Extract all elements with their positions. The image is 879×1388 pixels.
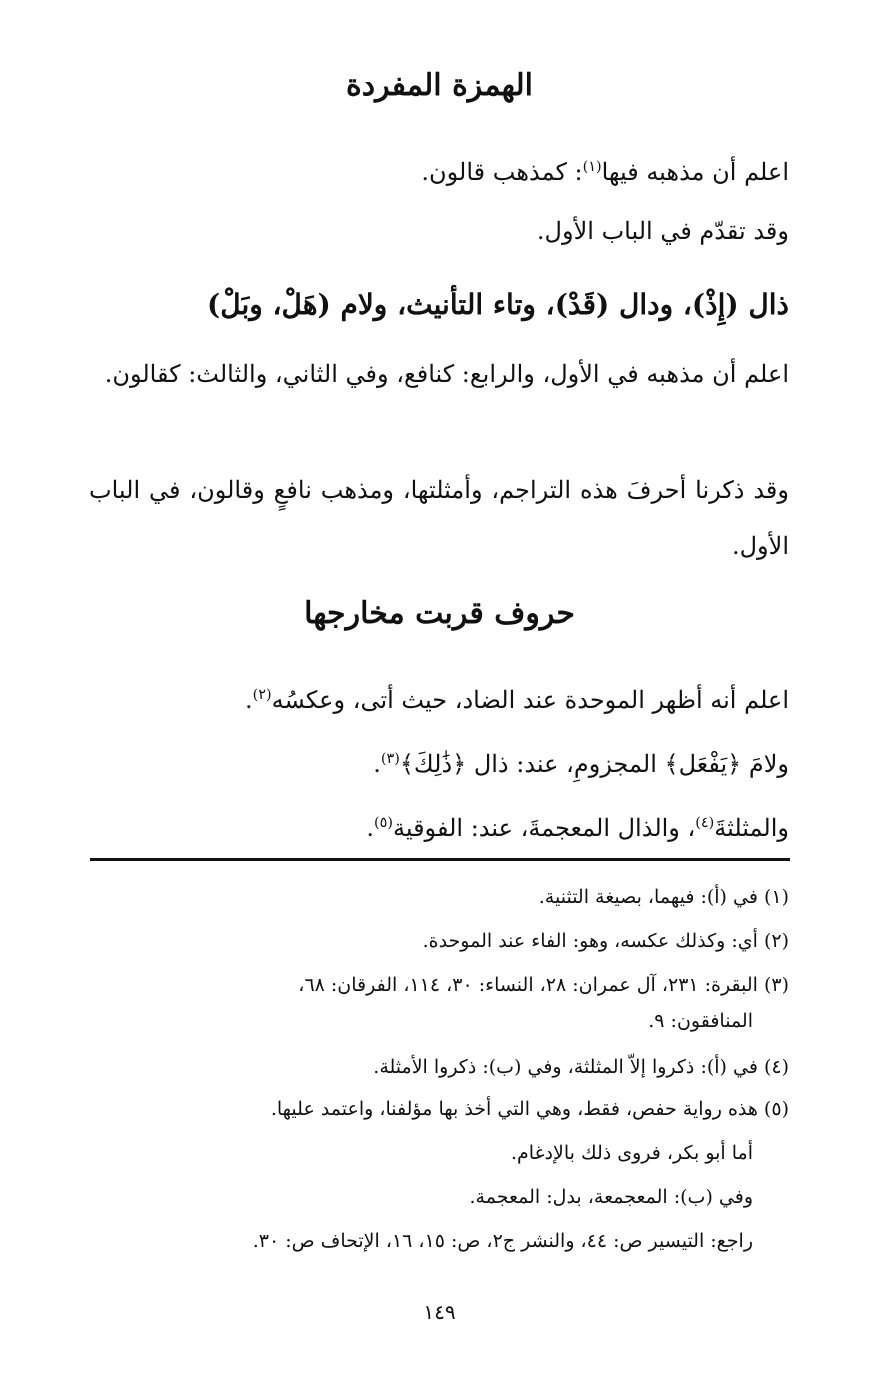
page-number: ١٤٩ [423,1300,456,1324]
footnote-ref-5: (٥) [373,815,393,831]
section-heading-hamza: الهمزة المفردة [346,68,533,103]
paragraph-7-end: . [366,814,374,842]
subheading-letters: ذال (إِذْ)، ودال (قَدْ)، وتاء التأنيث، ولام (هَلْ، وبَلْ) [206,288,789,321]
paragraph-7 [89,792,789,859]
paragraph-5-text: اعلم أنه أظهر الموحدة عند الضاد، حيث أتى، وعكسُه [271,686,789,714]
footnote-4: (٤) في (أ): ذكروا إلاّ المثلثة، وفي (ب): ذكروا الأمثلة. [373,1056,789,1078]
paragraph-3: اعلم أن مذهبه في الأول، والرابع: كنافع، وفي الثاني، والثالث: كقالون. [104,360,789,388]
paragraph-5-end: . [245,686,253,714]
footnote-5-cont-1: أما أبو بكر، فروى ذلك بالإدغام. [511,1142,753,1164]
paragraph-6-end: . [373,750,381,778]
footnote-ref-2: (٢) [252,687,272,703]
paragraph-2: وقد تقدّم في الباب الأول. [536,217,789,245]
paragraph-6 [89,728,789,795]
paragraph-4: وقد ذكرنا أحرفَ هذه التراجم، وأمثلتها، ومذهب نافعٍ وقالون، في الباب الأول. [89,476,789,560]
footnote-ref-1: (١) [582,159,602,175]
paragraph-7-text-2: ، والذال المعجمةَ، عند: الفوقية [392,814,696,842]
paragraph-7-text: والمثلثةَ [714,814,789,842]
paragraph-1-text: اعلم أن مذهبه فيها [601,158,789,186]
footnote-5-cont-3: راجع: التيسير ص: ٤٤، والنشر ج٢، ص: ١٥، ١٦، الإتحاف ص: ٣٠. [252,1230,753,1252]
footnote-ref-4: (٤) [695,815,715,831]
footnote-separator [90,858,790,861]
footnote-5: (٥) هذه رواية حفص، فقط، وهي التي أخذ بها مؤلفنا، واعتمد عليها. [270,1098,789,1120]
footnote-3-cont: المنافقون: ٩. [648,1010,753,1032]
paragraph-6-text: ولامَ ﴿يَفْعَل﴾ المجزومِ، عند: ذال ﴿ذَٰلِكَ﴾ [399,750,789,778]
paragraph-1-text-2: : كمذهب قالون. [421,158,583,186]
paragraph-1 [89,136,789,203]
footnote-5-cont-2: وفي (ب): المعجمعة، بدل: المعجمة. [469,1186,753,1208]
footnote-1: (١) في (أ): فيهما، بصيغة التثنية. [538,886,789,908]
footnote-2: (٢) أي: وكذلك عكسه، وهو: الفاء عند الموحدة. [422,930,789,952]
paragraph-5 [89,664,789,731]
section-heading-makharij: حروف قربت مخارجها [304,596,575,631]
footnote-ref-3: (٣) [380,751,400,767]
footnote-3: (٣) البقرة: ٢٣١، آل عمران: ٢٨، النساء: ٣٠، ١١٤، الفرقان: ٦٨، [298,974,789,996]
